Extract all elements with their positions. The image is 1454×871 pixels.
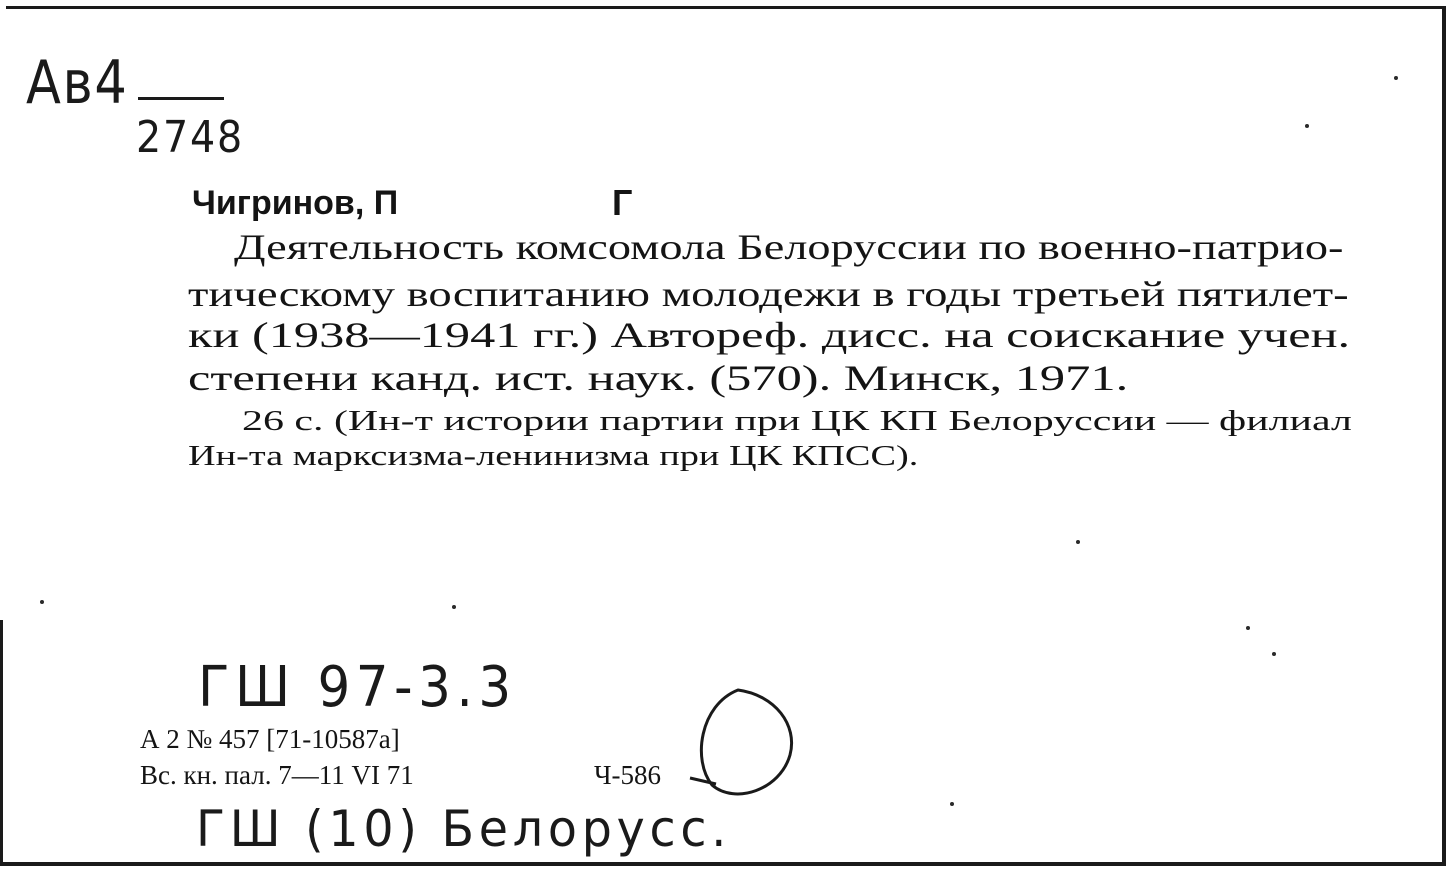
paper-speck xyxy=(1305,124,1309,128)
author-initial: Г xyxy=(612,182,633,223)
handwritten-classification-1: ГШ 97-3.3 xyxy=(198,655,517,720)
handwritten-classification-2: ГШ (10) Белорусс. xyxy=(196,800,732,858)
card-code: Ч-586 xyxy=(594,760,662,790)
hand-drawn-loop-path xyxy=(701,690,791,794)
paper-speck xyxy=(40,600,44,604)
hand-drawn-loop-tail xyxy=(690,778,716,784)
paper-speck xyxy=(1394,76,1398,80)
paper-speck xyxy=(452,605,456,609)
description-line: тическому воспитанию молодежи в годы третьей пятилет- xyxy=(188,274,1349,314)
description-line: Деятельность комсомола Белоруссии по военно-патрио- xyxy=(234,227,1344,267)
print-date: Вс. кн. пал. 7—11 VI 71 xyxy=(140,760,414,790)
note-line: 26 с. (Ин-т истории партии при ЦК КП Белоруссии — филиал xyxy=(242,405,1352,437)
shelfmark-number: 2748 xyxy=(136,112,244,163)
note-line: Ин-та марксизма-ленинизма при ЦК КПСС). xyxy=(188,440,919,472)
shelfmark-top: Ав4 xyxy=(26,48,129,118)
paper-speck xyxy=(1246,626,1250,630)
paper-speck xyxy=(1272,652,1276,656)
description-line: ки (1938—1941 гг.) Автореф. дисс. на соискание учен. xyxy=(188,315,1351,355)
author-name: Чигринов, П xyxy=(192,184,399,222)
print-order: А 2 № 457 [71-10587а] xyxy=(140,724,400,754)
paper-speck xyxy=(1076,540,1080,544)
paper-speck xyxy=(950,802,954,806)
description-line: степени канд. ист. наук. (570). Минск, 1971. xyxy=(188,358,1129,398)
